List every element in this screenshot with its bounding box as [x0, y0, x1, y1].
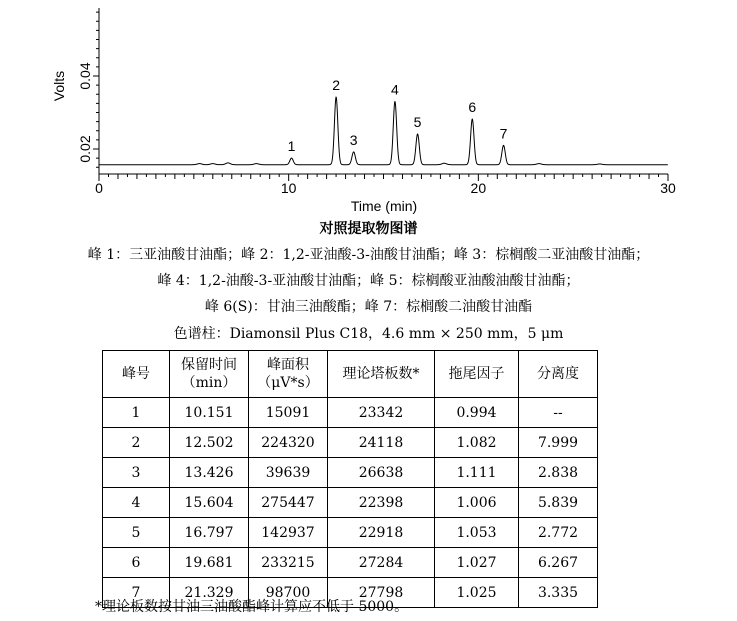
table-cell: 3.335 — [519, 578, 598, 608]
peak-label: 7 — [499, 125, 508, 142]
figure-title: 对照提取物图谱 — [319, 221, 418, 237]
peak-label: 3 — [349, 131, 358, 148]
table-cell: 5 — [103, 518, 170, 548]
table-cell: 98700 — [249, 578, 328, 608]
footnote: *理论板数按甘油三油酸酯峰计算应不低于 5000。 — [95, 599, 409, 615]
peak-legend-line-1: 峰 1：三亚油酸甘油酯；峰 2：1,2-亚油酸-3-油酸甘油酯；峰 3：棕榈酸二亚油酸甘油酯； — [87, 247, 650, 263]
table-cell: 16.797 — [170, 518, 249, 548]
table-cell: 142937 — [249, 518, 328, 548]
column-info: 色谱柱：Diamonsil Plus C18，4.6 mm × 250 mm，5 μm — [173, 326, 564, 342]
chromatogram-trace — [99, 97, 668, 165]
table-cell: 15.604 — [170, 488, 249, 518]
table-cell: 1.082 — [435, 428, 519, 458]
peak-label: 6 — [468, 99, 477, 116]
header-resolution: 分离度 — [519, 351, 598, 398]
table-cell: 5.839 — [519, 488, 598, 518]
peak-label: 4 — [391, 81, 399, 98]
peak-label: 5 — [413, 114, 422, 131]
x-tick-label: 0 — [95, 180, 103, 196]
peak-label: 1 — [287, 138, 296, 155]
table-cell: -- — [519, 398, 598, 428]
table-cell: 2 — [103, 428, 170, 458]
x-tick-label: 10 — [280, 180, 297, 196]
table-row — [103, 548, 598, 578]
header-peak-no: 峰号 — [103, 351, 170, 398]
header-tailing-factor: 拖尾因子 — [435, 351, 519, 398]
table-cell: 15091 — [249, 398, 328, 428]
peak-legend-line-2: 峰 4：1,2-油酸-3-亚油酸甘油酯；峰 5：棕榈酸亚油酸油酸甘油酯； — [157, 273, 580, 289]
table-cell: 27284 — [328, 548, 435, 578]
peak-data-table — [102, 350, 598, 608]
table-cell: 26638 — [328, 458, 435, 488]
table-cell: 0.994 — [435, 398, 519, 428]
table-row — [103, 518, 598, 548]
x-tick-label: 30 — [660, 180, 676, 196]
table-cell: 2.772 — [519, 518, 598, 548]
table-row — [103, 398, 598, 428]
table-cell: 12.502 — [170, 428, 249, 458]
table-cell: 6 — [103, 548, 170, 578]
table-cell: 19.681 — [170, 548, 249, 578]
table-header-row — [103, 351, 598, 398]
header-theoretical-plates: 理论塔板数* — [328, 351, 435, 398]
table-row — [103, 428, 598, 458]
table-cell: 1.053 — [435, 518, 519, 548]
table-cell: 13.426 — [170, 458, 249, 488]
table-cell: 4 — [103, 488, 170, 518]
table-cell: 2.838 — [519, 458, 598, 488]
x-axis-label: Time (min) — [350, 198, 418, 214]
table-cell: 1.111 — [435, 458, 519, 488]
y-axis-label: Volts — [51, 70, 67, 102]
peak-label: 2 — [332, 77, 341, 94]
table-cell: 7 — [103, 578, 170, 608]
y-tick-label: 0.02 — [77, 135, 93, 163]
table-cell: 3 — [103, 458, 170, 488]
peak-legend-line-3: 峰 6(S)：甘油三油酸酯；峰 7：棕榈酸二油酸甘油酯 — [204, 299, 533, 315]
table-cell: 23342 — [328, 398, 435, 428]
x-tick-label: 20 — [470, 180, 487, 196]
table-row — [103, 488, 598, 518]
chart-axes — [77, 8, 676, 196]
table-cell: 6.267 — [519, 548, 598, 578]
table-cell: 27798 — [328, 578, 435, 608]
table-cell: 1 — [103, 398, 170, 428]
table-cell: 1.027 — [435, 548, 519, 578]
y-tick-label: 0.04 — [77, 62, 93, 90]
header-retention-time: 保留时间 （min） — [170, 351, 249, 398]
table-cell: 24118 — [328, 428, 435, 458]
table-cell: 275447 — [249, 488, 328, 518]
table-cell: 39639 — [249, 458, 328, 488]
table-cell: 22398 — [328, 488, 435, 518]
table-row — [103, 458, 598, 488]
table-body — [103, 398, 598, 608]
chromatogram-chart — [0, 0, 737, 215]
table-cell: 1.025 — [435, 578, 519, 608]
table-cell: 1.006 — [435, 488, 519, 518]
table-cell: 224320 — [249, 428, 328, 458]
table-cell: 21.329 — [170, 578, 249, 608]
table-cell: 10.151 — [170, 398, 249, 428]
table-cell: 233215 — [249, 548, 328, 578]
table-cell: 7.999 — [519, 428, 598, 458]
header-peak-area: 峰面积 （μV*s） — [249, 351, 328, 398]
table-cell: 22918 — [328, 518, 435, 548]
